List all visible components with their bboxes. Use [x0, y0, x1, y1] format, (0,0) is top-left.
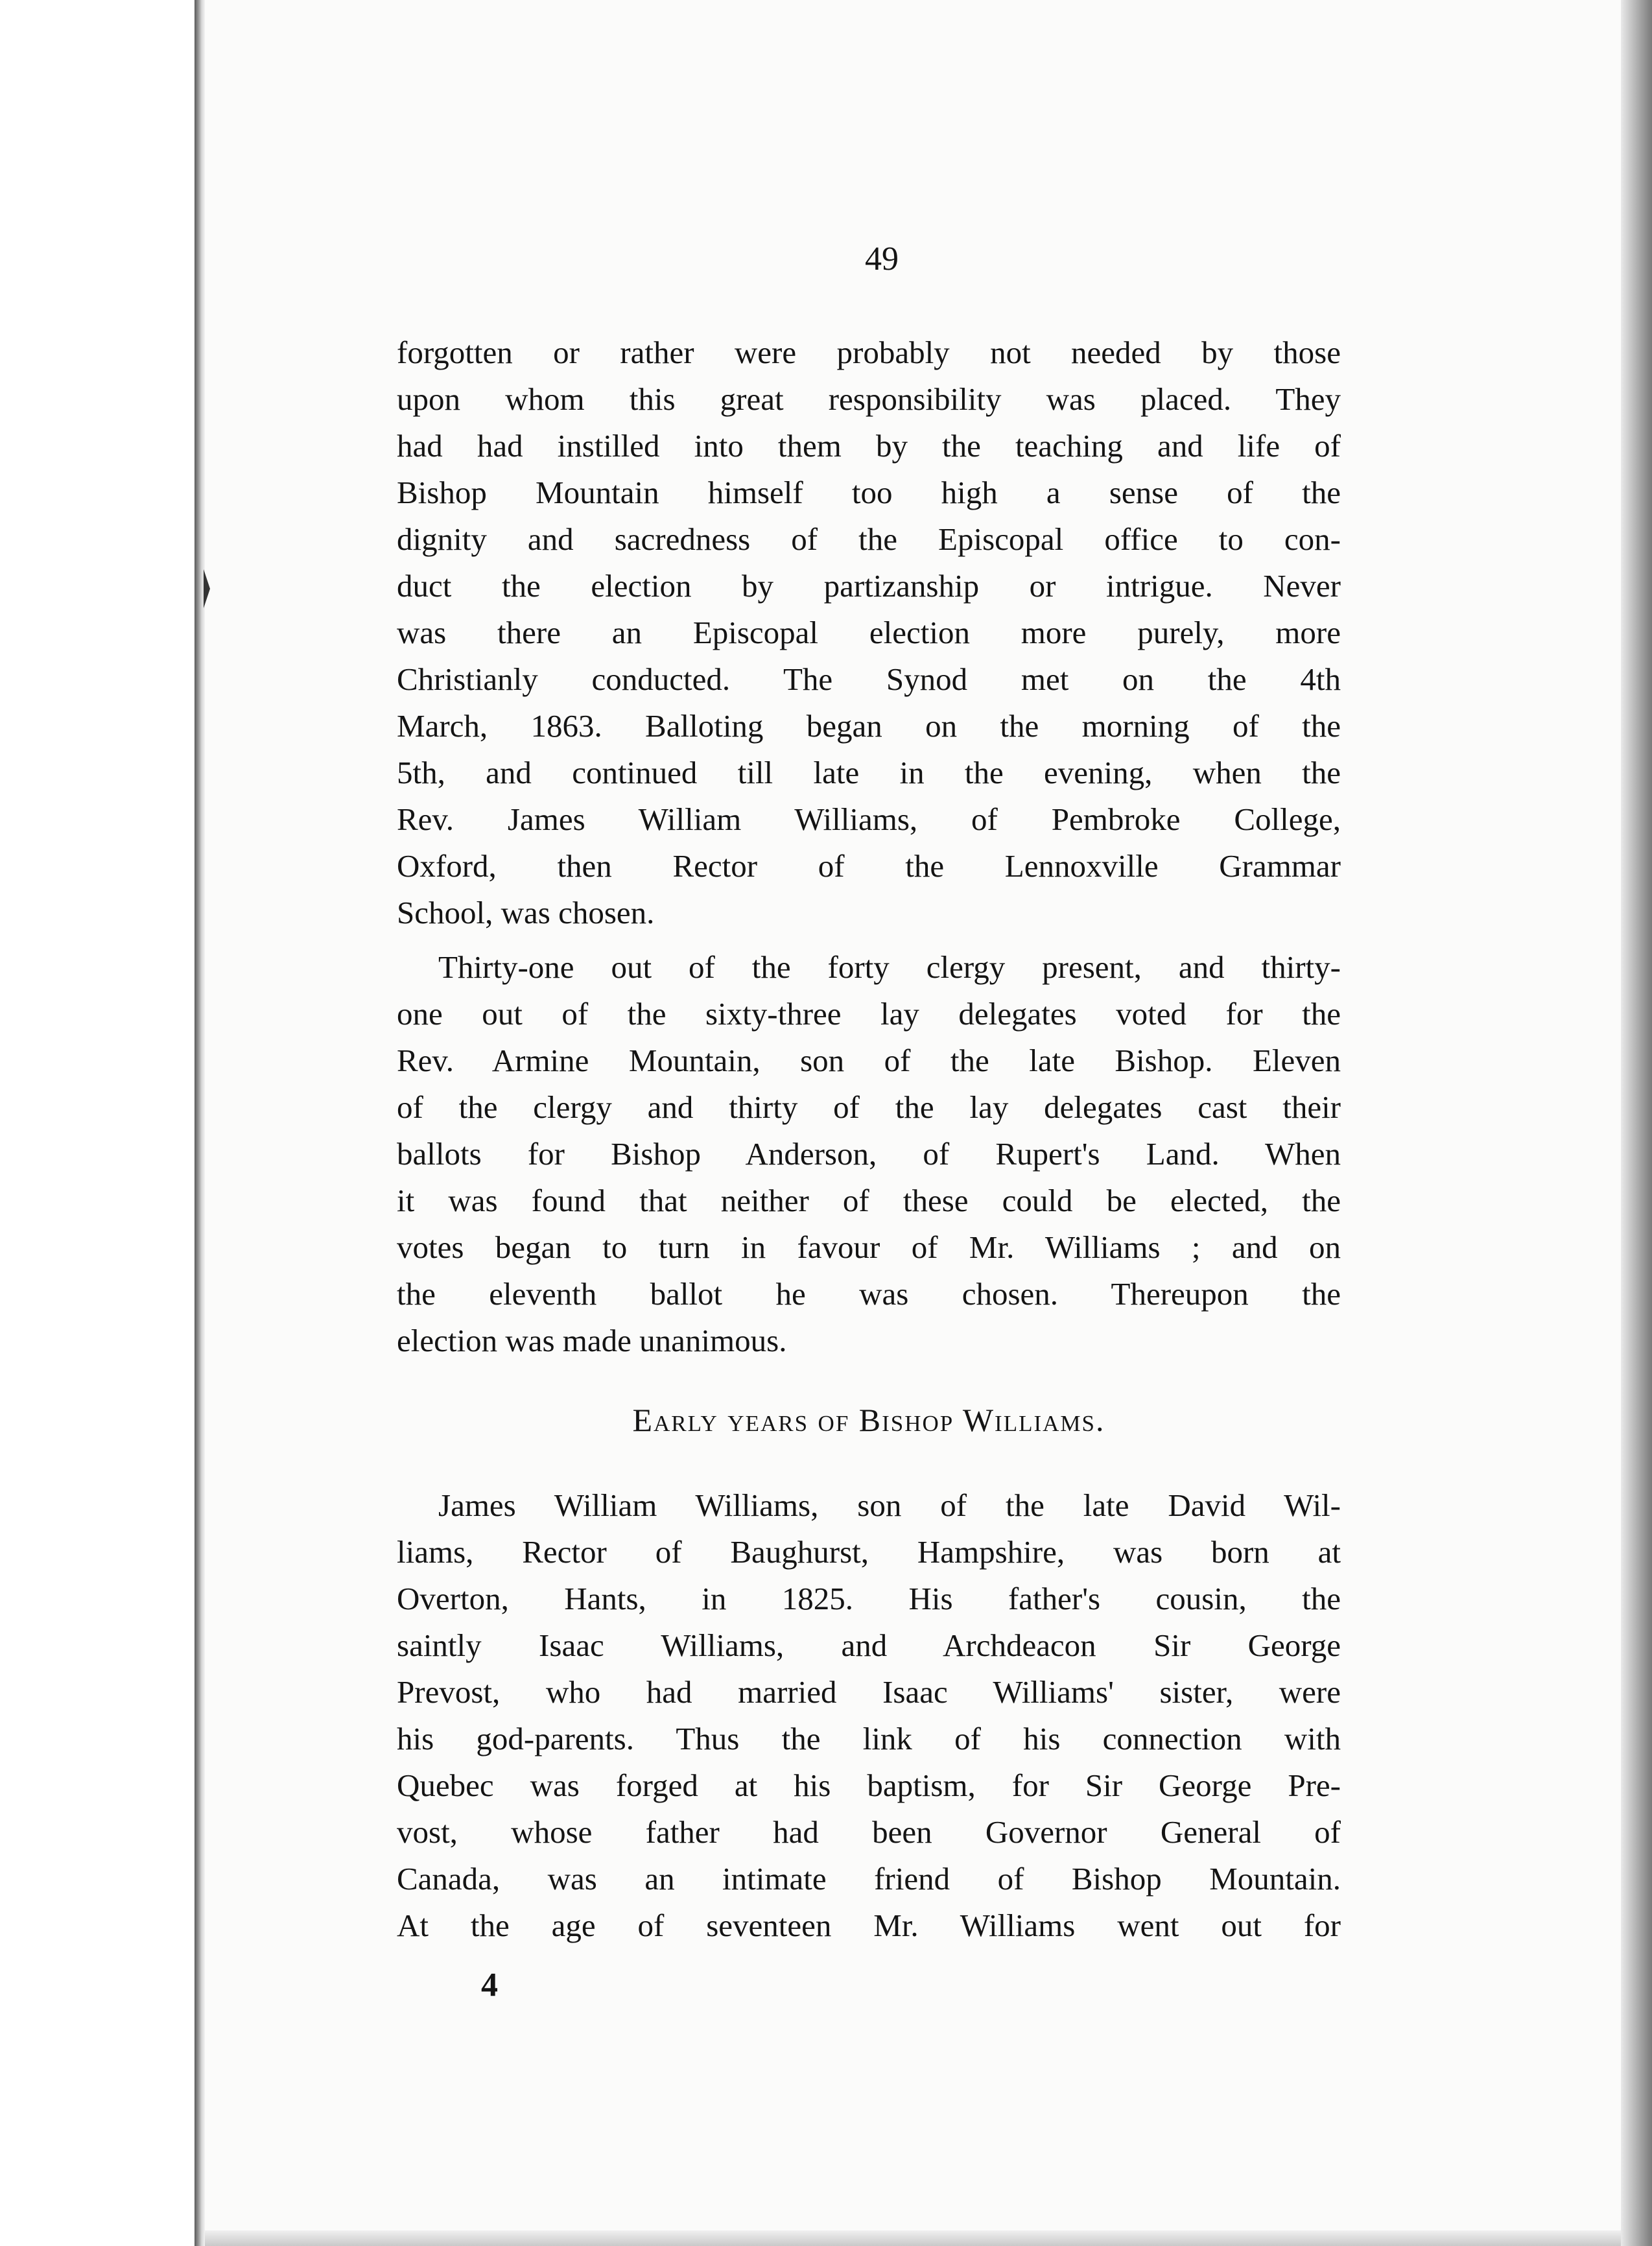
paragraph-gap [397, 936, 1341, 944]
text-line: Overton, Hants, in 1825. His father's cousin, the [397, 1581, 1341, 1616]
fold-mark [204, 569, 210, 608]
text-line: Quebec was forged at his baptism, for Sir George Pre- [397, 1767, 1341, 1803]
text-line: it was found that neither of these could be elected, the [397, 1183, 1341, 1218]
paragraph-2 [397, 944, 1341, 1364]
text-line: of the clergy and thirty of the lay delegates cast their [397, 1089, 1341, 1125]
text-line: Prevost, who had married Isaac Williams' sister, were [397, 1674, 1341, 1710]
paragraph-1 [397, 329, 1341, 936]
text-line: his god-parents. Thus the link of his connection with [397, 1721, 1341, 1756]
text-line: Oxford, then Rector of the Lennoxville Grammar [397, 848, 1341, 884]
page-body [397, 240, 1341, 2006]
text-line: had had instilled into them by the teaching and life of [397, 428, 1341, 464]
text-line: upon whom this great responsibility was placed. They [397, 381, 1341, 417]
page-fold-shadow [195, 0, 205, 2246]
text-line: duct the election by partizanship or intrigue. Never [397, 568, 1341, 604]
text-line: was there an Episcopal election more purely, more [397, 615, 1341, 650]
text-line: Bishop Mountain himself too high a sense of the [397, 475, 1341, 510]
text-line: Rev. James William Williams, of Pembroke College, [397, 801, 1341, 837]
text-line: 5th, and continued till late in the evening, when the [397, 755, 1341, 790]
page-number: 49 [865, 241, 899, 278]
text-line: March, 1863. Balloting began on the morning of the [397, 708, 1341, 744]
left-margin [0, 0, 195, 2246]
text-line: election was made unanimous. [397, 1323, 787, 1358]
text-line: saintly Isaac Williams, and Archdeacon Sir George [397, 1627, 1341, 1663]
text-line: liams, Rector of Baughurst, Hampshire, was born at [397, 1534, 1341, 1570]
text-line: At the age of seventeen Mr. Williams went out for [397, 1908, 1341, 1943]
text-line: forgotten or rather were probably not needed by those [397, 335, 1341, 370]
text-line: one out of the sixty-three lay delegates voted for the [397, 996, 1341, 1032]
text-line: Thirty-one out of the forty clergy present, and thirty- [438, 949, 1341, 985]
text-line: ballots for Bishop Anderson, of Rupert's Land. When [397, 1136, 1341, 1172]
paragraph-3 [397, 1482, 1341, 1949]
section-heading: Early years of Bishop Williams. [632, 1402, 1105, 1438]
bottom-edge-shadow [205, 2230, 1621, 2246]
text-line: Canada, was an intimate friend of Bishop Mountain. [397, 1861, 1341, 1897]
text-line: vost, whose father had been Governor General of [397, 1814, 1341, 1850]
right-edge-shadow [1621, 0, 1652, 2246]
text-line: dignity and sacredness of the Episcopal office to con- [397, 521, 1341, 557]
signature-mark: 4 [481, 1967, 498, 2004]
text-line: School, was chosen. [397, 895, 655, 930]
text-line: Christianly conducted. The Synod met on the 4th [397, 661, 1341, 697]
text-line: James William Williams, son of the late David Wil- [438, 1487, 1341, 1523]
text-line: Rev. Armine Mountain, son of the late Bishop. Eleven [397, 1043, 1341, 1078]
text-line: the eleventh ballot he was chosen. Thereupon the [397, 1276, 1341, 1312]
text-line: votes began to turn in favour of Mr. Williams ; and on [397, 1229, 1341, 1265]
